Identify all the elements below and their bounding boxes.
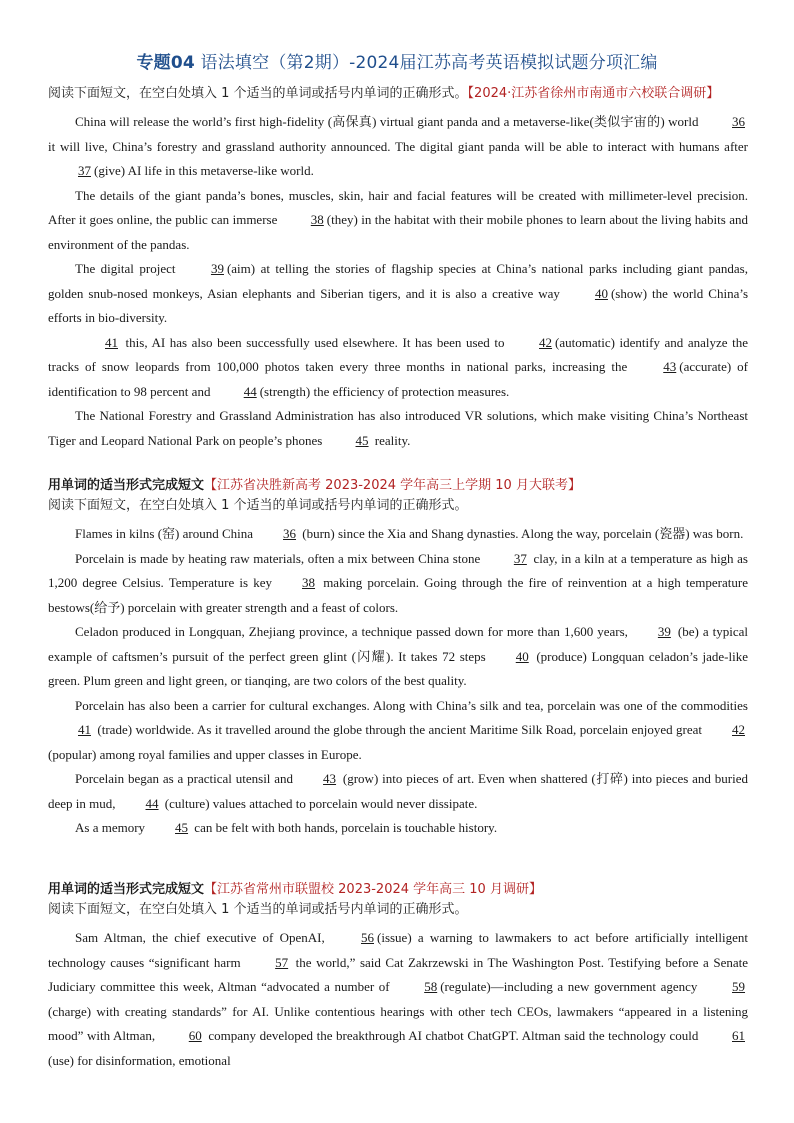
blank-number[interactable]: 39 — [657, 624, 671, 639]
passage-text: can be felt with both hands, porcelain is touchable history. — [191, 820, 498, 835]
blank-number[interactable]: 56 — [361, 930, 374, 945]
blank-number[interactable]: 42 — [732, 722, 745, 737]
passage-text: reality. — [371, 432, 411, 448]
source-tag: 【江苏省决胜新高考 2023-2024 学年高三上学期 10 月大联考】 — [204, 478, 581, 493]
passage-text: making porcelain. Going through the fire of reinvention at a high temperature bestows(给予) porcelain with greater strength and a feast of colors. — [48, 575, 748, 615]
passage-text: (regulate)—including a new government agency — [440, 979, 703, 994]
passage-paragraph — [48, 926, 748, 1073]
blank-number[interactable]: 44 — [243, 383, 257, 399]
passage-text: (strength) the efficiency of protection measures. — [259, 383, 510, 399]
passage-text: company developed the breakthrough AI chatbot ChatGPT. Altman said the technology could — [204, 1028, 702, 1043]
blank-number[interactable]: 44 — [145, 795, 159, 811]
passage-paragraph — [48, 404, 748, 453]
passage-text: (automatic) identify and analyze the tracks of snow leopards from 100,000 photos taken every three months in national parks, increasing the — [48, 334, 748, 374]
blank-number[interactable]: 37 — [78, 163, 91, 178]
blank-number[interactable]: 59 — [732, 979, 746, 994]
blank-number[interactable]: 45 — [175, 820, 189, 835]
passage-text: (be) a typical example of caftsmen’s pursuit of the perfect green glint (闪耀). It takes 72 steps — [48, 624, 748, 664]
passage-text: (give) AI life in this metaverse-like world. — [94, 163, 314, 178]
passage-text: Porcelain is made by heating raw materials, often a mix between China stone — [75, 550, 484, 566]
passage-text: (grow) into pieces of art. Even when shattered (打碎) into pieces and buried deep in mud, — [48, 771, 748, 811]
passage-text: (aim) at telling the stories of flagship species at China’s national parks including giant pandas, golden snub-nosed monkeys, Asian elephants and Siberian tigers, and it is also a creative way — [48, 261, 748, 301]
passage-text: the world,” said Cat Zakrzewski in The Washington Post. Testifying before a Senate Judiciary committee this week, Altman “advocated a number of — [48, 954, 748, 994]
passage-paragraph — [48, 620, 748, 694]
page-title — [0, 48, 794, 73]
heading-text: 用单词的适当形式完成短文 — [48, 478, 205, 493]
blank-number[interactable]: 40 — [594, 285, 608, 301]
passage-text: (accurate) of identification to 98 percent and — [48, 359, 749, 399]
blank-number[interactable]: 41 — [78, 722, 91, 737]
section-3-body — [48, 926, 748, 1073]
blank-number[interactable]: 45 — [355, 432, 369, 448]
passage-paragraph — [48, 184, 748, 258]
blank-number[interactable]: 58 — [424, 979, 438, 994]
blank-number[interactable]: 43 — [663, 359, 677, 374]
section-3-instruction: 阅读下面短文，在空白处填入 1 个适当的单词或括号内单词的正确形式。 — [48, 902, 468, 917]
passage-text: Flames in kilns (窑) around China — [75, 526, 254, 541]
passage-text: (they) in the habitat with their mobile phones to learn about the living habits and environment of the pandas. — [48, 212, 749, 252]
passage-text: (trade) worldwide. As it travelled around the globe through the ancient Maritime Silk Road, porcelain enjoyed great — [94, 722, 702, 737]
passage-text: (popular) among royal families and upper classes in Europe. — [48, 746, 362, 762]
instruction-text: 阅读下面短文，在空白处填入 1 个适当的单词或括号内单词的正确形式。 — [48, 86, 468, 101]
section-3 — [48, 880, 748, 1073]
blank-number[interactable]: 57 — [275, 954, 289, 970]
passage-paragraph — [48, 694, 748, 768]
blank-number[interactable]: 43 — [323, 771, 337, 786]
passage-text: (culture) values attached to porcelain would never dissipate. — [161, 795, 478, 811]
source-tag: 【江苏省常州市联盟校 2023-2024 学年高三 10 月调研】 — [204, 882, 542, 897]
passage-text: this, AI has also been successfully used elsewhere. It has been used to — [121, 334, 510, 350]
passage-paragraph — [48, 816, 748, 841]
blank-number[interactable]: 41 — [105, 334, 118, 350]
passage-text: Sam Altman, the chief executive of OpenAI, — [75, 930, 331, 945]
section-1-body — [48, 110, 748, 453]
section-3-heading — [48, 880, 748, 900]
passage-paragraph — [48, 767, 748, 816]
title-topic: 专题04 — [136, 53, 195, 73]
section-1 — [48, 84, 748, 453]
section-2-heading — [48, 476, 748, 496]
title-rest: 语法填空（第2期）-2024届江苏高考英语模拟试题分项汇编 — [200, 53, 658, 73]
passage-text: The National Forestry and Grassland Administration has also introduced VR solutions, which make visiting China’s Northeast Tiger and Leopard National Park on people’s phones — [48, 408, 748, 448]
blank-number[interactable]: 37 — [513, 550, 527, 566]
passage-text: The digital project — [75, 261, 181, 276]
passage-text: it will live, China’s forestry and grassland authority announced. The digital giant panda will be able to interact with humans after — [48, 138, 748, 154]
passage-text: (use) for disinformation, emotional — [48, 1052, 231, 1068]
passage-text: China will release the world’s first high-fidelity (高保真) virtual giant panda and a metaverse-like(类似宇宙的) world — [75, 114, 702, 129]
blank-number[interactable]: 39 — [210, 261, 224, 276]
heading-text: 用单词的适当形式完成短文 — [48, 882, 205, 897]
blank-number[interactable]: 60 — [188, 1028, 202, 1043]
passage-paragraph — [48, 257, 748, 331]
source-tag: 【2024·江苏省徐州市南通市六校联合调研】 — [467, 86, 720, 101]
section-2-instruction: 阅读下面短文，在空白处填入 1 个适当的单词或括号内单词的正确形式。 — [48, 498, 468, 513]
blank-number[interactable]: 42 — [539, 334, 553, 350]
section-2 — [48, 476, 748, 841]
section-2-body — [48, 522, 748, 841]
passage-paragraph — [48, 547, 748, 621]
passage-text: Porcelain began as a practical utensil and — [75, 771, 294, 786]
blank-number[interactable]: 40 — [515, 648, 529, 664]
passage-text: (show) the world China’s efforts in bio-diversity. — [48, 285, 749, 325]
passage-text: clay, in a kiln at a temperature as high as 1,200 degree Celsius. Temperature is key — [48, 550, 748, 590]
section-1-instruction — [48, 84, 748, 104]
blank-number[interactable]: 38 — [302, 575, 316, 590]
blank-number[interactable]: 36 — [732, 114, 745, 129]
passage-text: As a memory — [75, 820, 146, 835]
passage-text: (burn) since the Xia and Shang dynasties. Along the way, porcelain (瓷器) was born. — [299, 526, 744, 541]
blank-number[interactable]: 38 — [310, 212, 324, 227]
passage-text: Porcelain has also been a carrier for cultural exchanges. Along with China’s silk and tea, porcelain was one of the commodities — [75, 697, 748, 713]
blank-number[interactable]: 61 — [732, 1028, 745, 1043]
passage-paragraph — [48, 522, 748, 547]
passage-text: The details of the giant panda’s bones, muscles, skin, hair and facial features will be created with millimeter-level precision. After it goes online, the public can immerse — [48, 187, 748, 227]
passage-text: (charge) with creating standards” for AI. Unlike contentious hearings with other tech CEOs, lawmakers “appeared in a listening mood” with Altman, — [48, 1003, 748, 1043]
passage-text: (issue) a warning to lawmakers to act before artificially intelligent technology causes “significant harm — [48, 930, 748, 970]
passage-text: (produce) Longquan celadon’s jade-like green. Plum green and light green, or tianqing, are two colors of the best quality. — [48, 648, 749, 688]
passage-paragraph — [48, 110, 748, 184]
blank-number[interactable]: 36 — [283, 526, 297, 541]
passage-text: Celadon produced in Longquan, Zhejiang province, a technique passed down for more than 1,600 years, — [75, 624, 628, 639]
passage-paragraph — [48, 331, 748, 405]
